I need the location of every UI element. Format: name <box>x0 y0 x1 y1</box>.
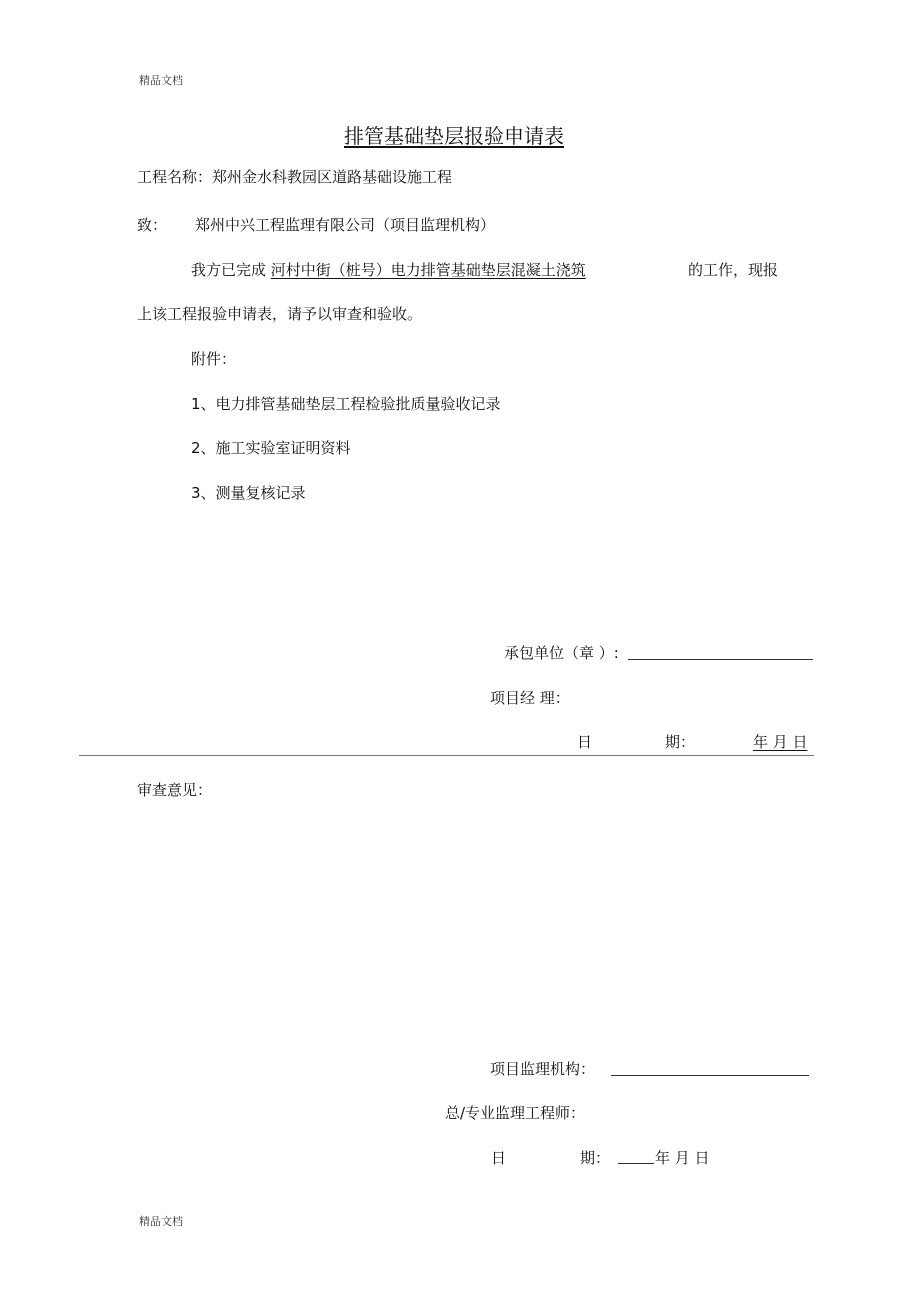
supervisor-signature-line <box>611 1075 809 1076</box>
supervisor-date-blank <box>618 1163 654 1164</box>
supervisor-date-value: 年 月 日 <box>655 1149 710 1167</box>
contractor-date-label-1: 日 <box>577 733 593 751</box>
attachment-item: 2、施工实验室证明资料 <box>191 439 351 457</box>
supervisor-date-label-1: 日 <box>491 1149 507 1167</box>
header-note: 精品文档 <box>139 74 183 87</box>
attachments-label: 附件： <box>191 350 237 368</box>
supervisor-org-label: 项目监理机构： <box>490 1060 596 1078</box>
work-item: 河村中街（桩号）电力排管基础垫层混凝土浇筑 <box>270 261 586 279</box>
body-suffix: 的工作，现报 <box>688 261 779 279</box>
supervisor-engineer-label: 总/专业监理工程师： <box>445 1104 586 1122</box>
review-label: 审查意见： <box>137 781 213 799</box>
supervisor-date-label-2: 期： <box>580 1149 611 1167</box>
body-line-2: 上该工程报验申请表，请予以审查和验收。 <box>137 305 423 323</box>
attachment-item: 1、电力排管基础垫层工程检验批质量验收记录 <box>191 395 501 413</box>
project-name-row <box>137 166 452 187</box>
attachment-item: 3、测量复核记录 <box>191 484 306 502</box>
to-label: 致： <box>137 216 168 234</box>
project-label: 工程名称： <box>137 168 213 186</box>
body-line-1 <box>191 259 586 280</box>
project-name: 郑州金水科教园区道路基础设施工程 <box>212 168 453 186</box>
footer-note: 精品文档 <box>139 1215 183 1228</box>
contractor-signature-line <box>628 659 813 660</box>
page-title: 排管基础垫层报验申请表 <box>344 124 564 148</box>
project-manager-label: 项目经 理： <box>490 689 570 707</box>
recipient: 郑州中兴工程监理有限公司（项目监理机构） <box>195 216 496 234</box>
section-divider <box>79 755 814 756</box>
contractor-date-value: 年 月 日 <box>753 733 808 751</box>
contractor-unit-label: 承包单位（章 ）: <box>504 644 619 662</box>
body-prefix: 我方已完成 <box>191 261 267 279</box>
contractor-date-label-2: 期： <box>665 733 696 751</box>
